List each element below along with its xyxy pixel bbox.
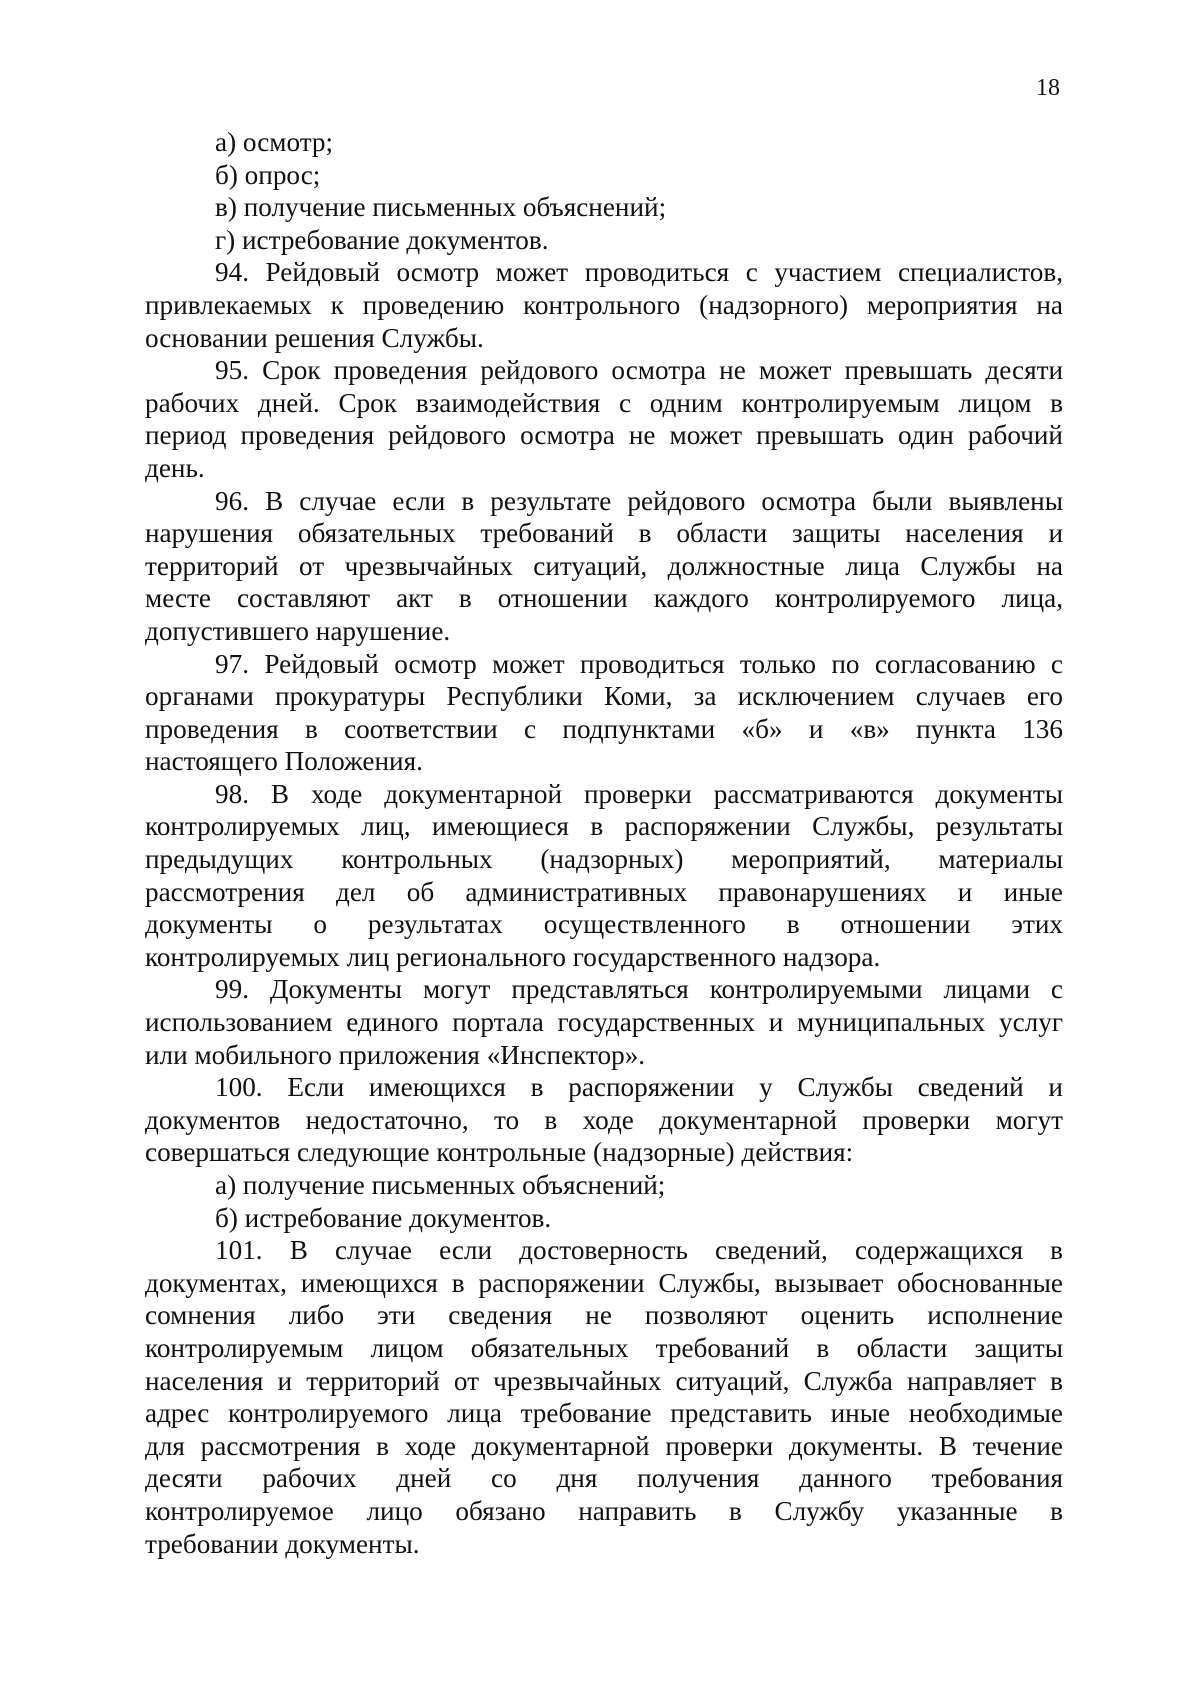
document-body: [145, 126, 1063, 1560]
text-line: 101. В случае если достоверность сведений, содержащихся в: [215, 1235, 1063, 1266]
text-line: привлекаемых к проведению контрольного (надзорного) мероприятия на: [145, 289, 1063, 320]
text-line: десяти рабочих дней со дня получения данного требования: [145, 1463, 1063, 1494]
text-line: органами прокуратуры Республики Коми, за исключением случаев его: [145, 681, 1063, 712]
text-line: рассмотрения дел об административных правонарушениях и иные: [145, 876, 1063, 907]
text-line: документов недостаточно, то в ходе документарной проверки могут: [145, 1104, 1063, 1135]
text-line: день.: [145, 452, 205, 483]
text-line: период проведения рейдового осмотра не может превышать один рабочий: [145, 420, 1063, 451]
text-line: 97. Рейдовый осмотр может проводиться только по согласованию с: [215, 648, 1063, 679]
text-line: или мобильного приложения «Инспектор».: [145, 1039, 646, 1070]
text-line: сомнения либо эти сведения не позволяют оценить исполнение: [145, 1300, 1063, 1331]
text-line: б) опрос;: [215, 159, 321, 190]
text-line: документах, имеющихся в распоряжении Службы, вызывает обоснованные: [145, 1267, 1063, 1298]
text-line: 100. Если имеющихся в распоряжении у Службы сведений и: [215, 1072, 1063, 1103]
text-line: контролируемых лиц регионального государственного надзора.: [145, 941, 881, 972]
text-line: в) получение письменных объяснений;: [215, 192, 667, 223]
text-line: предыдущих контрольных (надзорных) мероприятий, материалы: [145, 844, 1063, 875]
text-line: требовании документы.: [145, 1528, 420, 1559]
text-line: территорий от чрезвычайных ситуаций, должностные лица Службы на: [145, 550, 1063, 581]
text-line: контролируемым лицом обязательных требований в области защиты: [145, 1332, 1063, 1363]
text-line: 96. В случае если в результате рейдового осмотра были выявлены: [215, 485, 1063, 516]
text-line: а) получение письменных объяснений;: [215, 1170, 666, 1200]
text-line: основании решения Службы.: [145, 322, 484, 353]
text-line: нарушения обязательных требований в области защиты населения и: [145, 518, 1063, 549]
text-line: 99. Документы могут представляться контролируемыми лицами с: [215, 974, 1063, 1005]
text-line: использованием единого портала государственных и муниципальных услуг: [145, 1007, 1063, 1038]
text-line: населения и территорий от чрезвычайных ситуаций, Служба направляет в: [145, 1365, 1063, 1396]
text-line: а) осмотр;: [215, 127, 334, 157]
text-line: совершаться следующие контрольные (надзорные) действия:: [145, 1137, 854, 1168]
text-line: контролируемых лиц, имеющиеся в распоряжении Службы, результаты: [145, 811, 1063, 842]
text-line: г) истребование документов.: [215, 224, 549, 255]
text-line: контролируемое лицо обязано направить в Службу указанные в: [145, 1495, 1063, 1526]
page-number: 18: [1036, 75, 1060, 101]
text-line: 94. Рейдовый осмотр может проводиться с участием специалистов,: [215, 257, 1063, 288]
text-line: документы о результатах осуществленного в отношении этих: [145, 909, 1063, 940]
text-line: настоящего Положения.: [145, 746, 423, 777]
text-line: допустившего нарушение.: [145, 615, 451, 646]
text-line: проведения в соответствии с подпунктами «б» и «в» пункта 136: [145, 713, 1063, 744]
text-line: б) истребование документов.: [215, 1202, 552, 1233]
text-line: рабочих дней. Срок взаимодействия с одним контролируемым лицом в: [145, 387, 1063, 418]
text-line: для рассмотрения в ходе документарной проверки документы. В течение: [145, 1430, 1063, 1461]
text-line: 98. В ходе документарной проверки рассматриваются документы: [215, 778, 1063, 809]
text-line: месте составляют акт в отношении каждого контролируемого лица,: [145, 583, 1063, 614]
text-line: адрес контролируемого лица требование представить иные необходимые: [145, 1398, 1063, 1429]
text-line: 95. Срок проведения рейдового осмотра не может превышать десяти: [215, 355, 1063, 386]
